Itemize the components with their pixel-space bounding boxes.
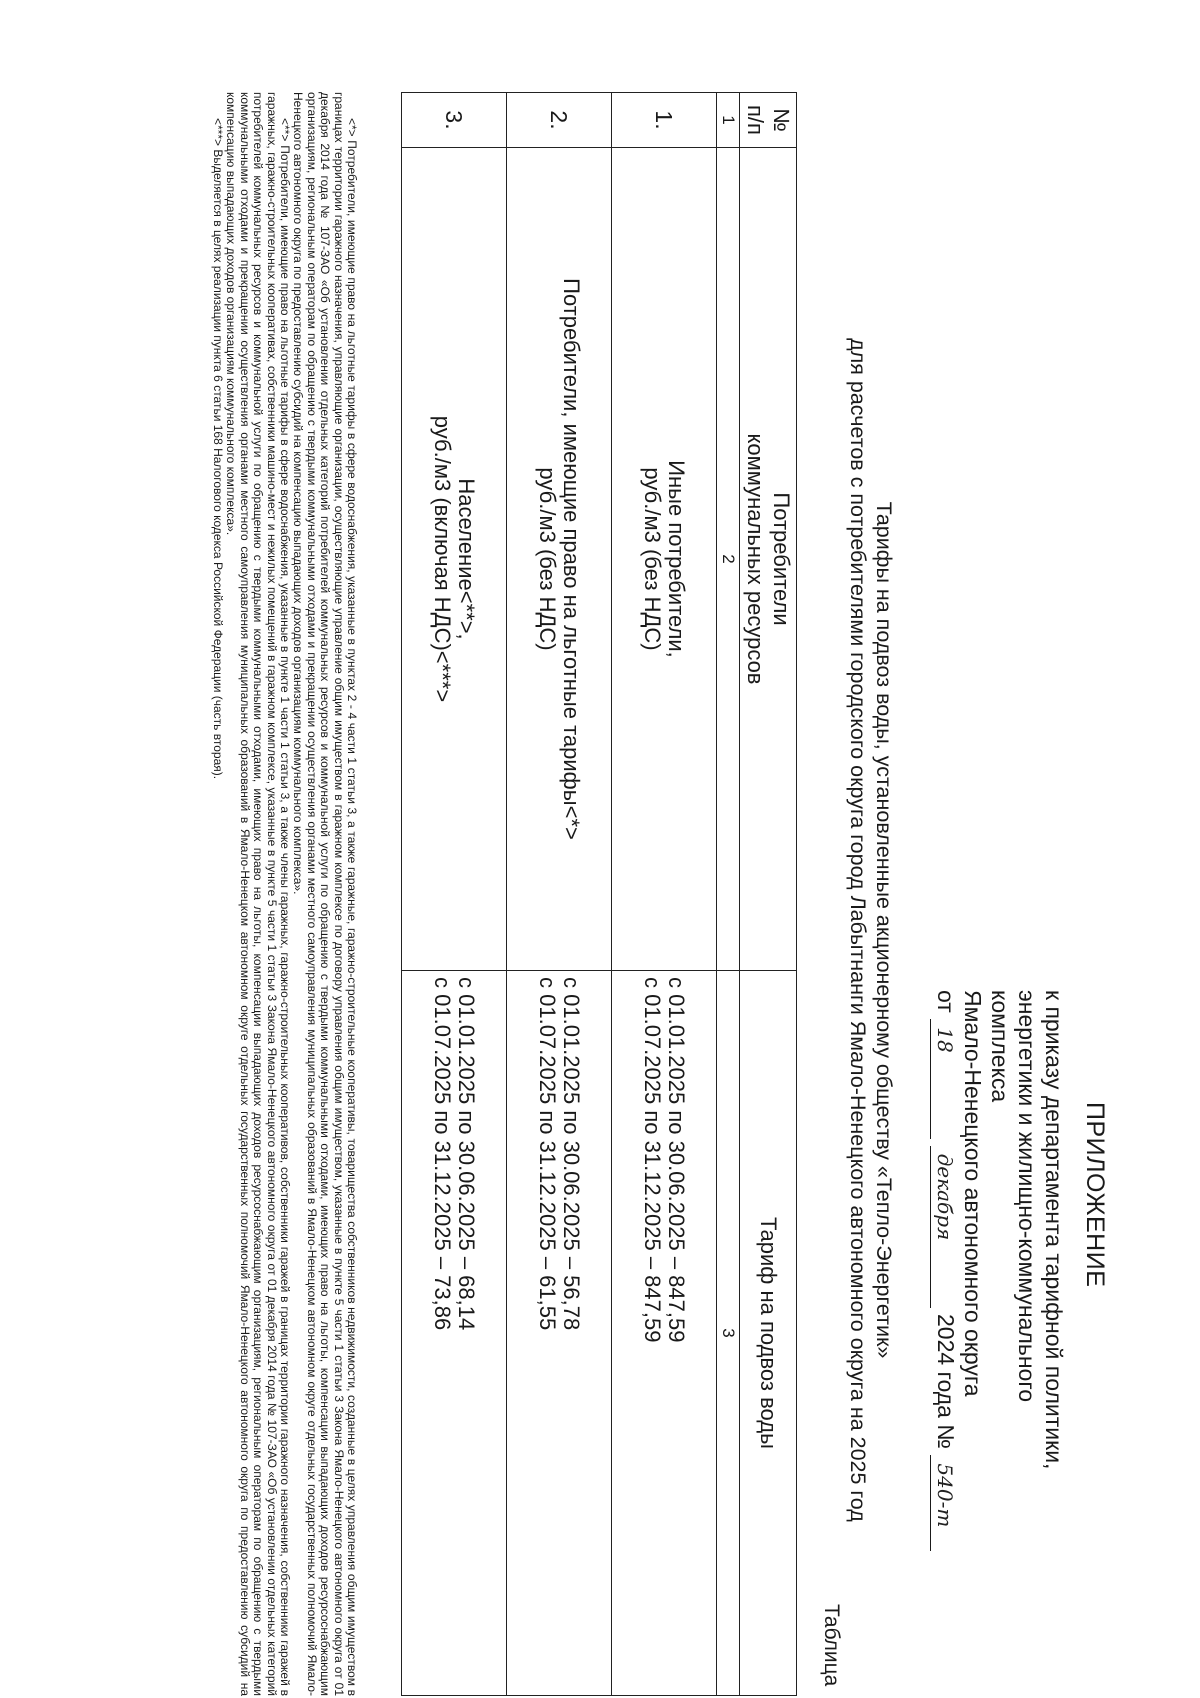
appendix-title: ПРИЛОЖЕНИЕ bbox=[1081, 1102, 1109, 1288]
tariff-line: с 01.07.2025 по 31.12.2025 – 61,55 bbox=[535, 977, 560, 1331]
handwritten-month: декабря bbox=[930, 1146, 958, 1308]
header-consumers bbox=[740, 148, 797, 971]
consumer-cell bbox=[507, 148, 612, 971]
header-number-line: п/п bbox=[743, 105, 768, 135]
header-number-line: № bbox=[769, 108, 794, 132]
tariff-line: с 01.07.2025 по 31.12.2025 – 847,59 bbox=[640, 977, 665, 1343]
footnote: <**> Потребители, имеющие право на льготные тарифы в сфере водоснабжения, указанные в пункте 1 части 1 статьи 3, а также члены гаражных, гаражно-строительных кооперативов, собственники гаражей в границах территории гаражного назначения, собственники гаражей в гаражных, гаражно-строительных кооперативах, собственники машино-мест и нежилых помещений в гаражном комплексе, указанные в пункте 5 части 1 статьи 3 Закона Ямало-Ненецкого автономного округа от 01 декабря 2014 года № 107-ЗАО «Об установлении отдельных категорий потребителей коммунальных ресурсов и коммунальной услуги по обращению с твердыми коммунальными отходами, имеющих право на льготы, компенсации выпадающих доходов ресурсоснабжающим организациям, региональным операторам по обращению с твердыми коммунальными отходами и прекращении осуществления органами местного самоуправления муниципальных образований в Ямало-Ненецком автономном округе отдельных государственных полномочий Ямало-Ненецкого автономного округа по предоставлению субсидий на компенсацию выпадающих доходов организациям коммунального комплекса». bbox=[224, 92, 292, 1696]
document-title-line: для расчетов с потребителями городского округа город Лабытнанги Ямало-Ненецкого автономного округа на 2025 год bbox=[846, 338, 870, 1522]
footnote: <***> Выделяется в целях реализации пункта 6 статьи 168 Налогового кодекса Российской Федерации (часть вторая). bbox=[210, 118, 225, 780]
column-number: 2 bbox=[717, 148, 740, 971]
table-caption: Таблица bbox=[820, 1604, 843, 1687]
tariff-cell bbox=[402, 971, 507, 1696]
tariff-line: с 01.01.2025 по 30.06.2025 – 847,59 bbox=[664, 977, 689, 1343]
tariff-line: с 01.01.2025 по 30.06.2025 – 56,78 bbox=[559, 977, 584, 1331]
table-row bbox=[612, 93, 717, 1696]
handwritten-day: 18 bbox=[930, 1019, 958, 1139]
tariff-line: с 01.01.2025 по 30.06.2025 – 68,14 bbox=[454, 977, 479, 1331]
appendix-line: к приказу департамента тарифной политики, bbox=[1041, 990, 1067, 1470]
appendix-line: энергетики и жилищно-коммунального bbox=[1014, 990, 1040, 1402]
consumer-line: Иные потребители, bbox=[664, 460, 689, 658]
table-row bbox=[402, 93, 507, 1696]
column-number: 1 bbox=[717, 93, 740, 148]
appendix-line: Ямало-Ненецкого автономного округа bbox=[960, 990, 986, 1397]
tariff-table bbox=[401, 92, 797, 1696]
column-number-row bbox=[717, 93, 740, 1696]
header-consumers-line: коммунальных ресурсов bbox=[743, 433, 768, 685]
order-from-label: от bbox=[933, 990, 959, 1013]
consumer-line: Население<**>, bbox=[454, 478, 479, 640]
column-number: 3 bbox=[717, 971, 740, 1696]
document-title bbox=[845, 260, 897, 1600]
appendix-header bbox=[930, 990, 1109, 1528]
consumer-line: Потребители, имеющие право на льготные тарифы<*> bbox=[559, 278, 584, 840]
header-number bbox=[740, 93, 797, 148]
document-title-line: Тарифы на подвоз воды, установленные акционерному обществу «Тепло-Энергетик» bbox=[872, 501, 896, 1359]
header-consumers-line: Потребители bbox=[769, 492, 794, 626]
row-number: 3. bbox=[402, 93, 507, 148]
consumer-line: руб./м3 (без НДС) bbox=[640, 467, 665, 651]
appendix-line: комплекса bbox=[987, 990, 1013, 1103]
consumer-line: руб./м3 (без НДС) bbox=[535, 467, 560, 651]
consumer-cell bbox=[612, 148, 717, 971]
tariff-line: с 01.07.2025 по 31.12.2025 – 73,86 bbox=[430, 977, 455, 1331]
order-year-label: 2024 года № bbox=[933, 1314, 959, 1450]
consumer-cell bbox=[402, 148, 507, 971]
row-number: 1. bbox=[612, 93, 717, 148]
order-date-line bbox=[930, 990, 959, 1528]
footnote: <*> Потребители, имеющие право на льготные тарифы в сфере водоснабжения, указанные в пунктах 2 - 4 части 1 статьи 3, а также гаражные, гаражно-строительные кооперативы, товарищества собственников недвижимости, созданные в целях управления общим имуществом в границах территории гаражного назначения, управляющие организации, осуществляющие управление общим имуществом в гаражном комплексе по договору управления общим имуществом, указанные в пункте 5 части 1 статьи 3 Закона Ямало-Ненецкого автономного округа от 01 декабря 2014 года № 107-ЗАО «Об установлении отдельных категорий потребителей коммунальных ресурсов и коммунальной услуги по обращению с твердыми коммунальными отходами, имеющих право на льготы, компенсации выпадающих доходов ресурсоснабжающим организациям, региональным операторам по обращению с твердыми коммунальными отходами и прекращении осуществления органами местного самоуправления муниципальных образований в Ямало-Ненецком автономном округе отдельных государственных полномочий Ямало-Ненецкого автономного округа по предоставлению субсидий на компенсацию выпадающих доходов организациям коммунального комплекса». bbox=[291, 92, 359, 1696]
handwritten-order-number: 540-т bbox=[930, 1455, 958, 1551]
consumer-line: руб./м3 (включая НДС)<***> bbox=[430, 415, 455, 703]
row-number: 2. bbox=[507, 93, 612, 148]
table-row bbox=[507, 93, 612, 1696]
footnotes bbox=[211, 92, 358, 1696]
tariff-cell bbox=[507, 971, 612, 1696]
header-tariff: Тариф на подвоз воды bbox=[740, 971, 797, 1696]
table-header-row bbox=[740, 93, 797, 1696]
tariff-cell bbox=[612, 971, 717, 1696]
